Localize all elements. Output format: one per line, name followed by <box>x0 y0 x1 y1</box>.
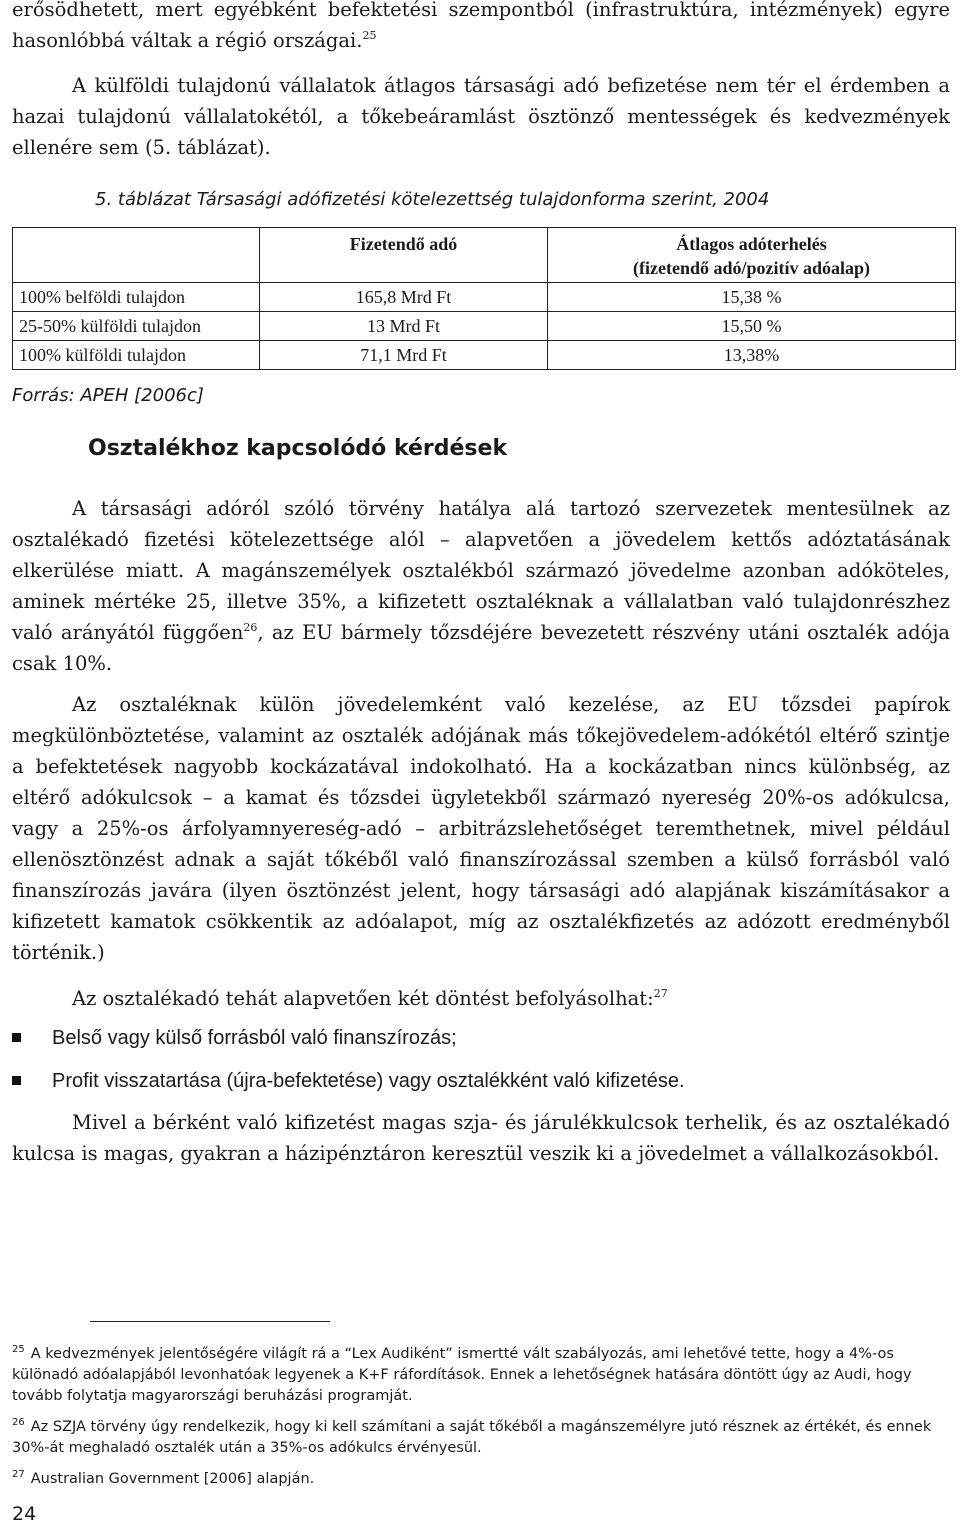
header-rate-line1: Átlagos adóterhelés <box>676 234 827 254</box>
footnote-separator <box>90 1321 330 1322</box>
table-row <box>13 312 956 341</box>
square-bullet-icon <box>12 1076 21 1085</box>
page-number: 24 <box>12 1503 37 1525</box>
footnote-ref-26[interactable]: 26 <box>243 621 258 634</box>
section-paragraph-1: A társasági adóról szóló törvény hatálya alá tartozó szervezetek mentesülnek az osztalékadó fizetési kötelezettsége alól – alapvetően a jövedelem kettős adóztatásának elkerülése miatt. A magánszemélyek osztalékból származó jövedelme azonban adóköteles, aminek mértéke 25, illetve 35%, a kifizetett osztaléknak a vállalatban való tulajdonrészhez való arányától függően$^{26}$, az EU bármely tőzsdéjére bevezetett részvény utáni osztalék adója csak 10%. <box>12 497 950 675</box>
cell-owner: 100% külföldi tulajdon <box>13 341 260 370</box>
footnote-26: $^{26}$ Az SZJA törvény úgy rendelkezik, hogy ki kell számítani a saját tőkéből a magánszemélyre jutó résznek az értékét, és ennek 30%-át meghaladó osztalék után a 35%-os adókulcs érvényesül. <box>12 1417 932 1456</box>
cell-owner: 25-50% külföldi tulajdon <box>13 312 260 341</box>
intro-paragraph-2: A külföldi tulajdonú vállalatok átlagos társasági adó befizetése nem tér el érdemben a hazai tulajdonú vállalatokétól, a tőkebeáramlást ösztönző mentességek és kedvezmények ellenére sem (5. táblázat). <box>12 74 950 159</box>
cell-tax: 165,8 Mrd Ft <box>260 283 548 312</box>
footnote-25: $^{25}$ A kedvezmények jelentőségére világít rá a “Lex Audiként” ismertté vált szabályozás, ami lehetővé tette, hogy a 4%-os különadó adóalapjából levonhatóak legyenek a K+F ráfordítások. Ennek a lehetőségnek hatására döntött úgy az Audi, hogy tovább folytatja magyarországi beruházási programját. <box>12 1344 912 1404</box>
intro-paragraph-end: erősödhetett, mert egyébként befektetési szempontból (infrastruktúra, intézmények) egyre hasonlóbbá váltak a régió országai.$^{25}$ <box>12 0 950 52</box>
header-tax: Fizetendő adó <box>260 228 548 283</box>
section-paragraph-3: Az osztalékadó tehát alapvetően két döntést befolyásolhat:$^{27}$ <box>72 987 668 1010</box>
table-row <box>13 283 956 312</box>
square-bullet-icon <box>12 1033 21 1042</box>
header-rate-line2: (fizetendő adó/pozitív adóalap) <box>633 258 870 278</box>
footnote-ref-25[interactable]: 25 <box>362 29 377 42</box>
cell-tax: 13 Mrd Ft <box>260 312 548 341</box>
header-owner <box>13 228 260 283</box>
cell-rate: 13,38% <box>548 341 956 370</box>
section-paragraph-2: Az osztaléknak külön jövedelemként való kezelése, az EU tőzsdei papírok megkülönböztetése, valamint az osztalék adójának más tőkejövedelem-adókétól eltérő szintje a befektetések nagyobb kockázatával indokolható. Ha a kockázatban nincs különbség, az eltérő adókulcsok – a kamat és tőzsdei ügyletekből származó nyereség 20%-os adókulcsa, vagy a 25%-os árfolyamnyereség-adó – arbitrázslehetőséget teremthetnek, mivel például ellenösztönzést adnak a saját tőkéből való finanszírozással szemben a külső forrásból való finanszírozás javára (ilyen ösztönzést jelent, hogy társasági adó alapjának kiszámításakor a kifizetett kamatok csökkentik az adóalapot, míg az osztalékfizetés az adózott eredményből történik.) <box>12 693 950 964</box>
cell-owner: 100% belföldi tulajdon <box>13 283 260 312</box>
table-caption: 5. táblázat Társasági adófizetési kötelezettség tulajdonforma szerint, 2004 <box>95 189 770 210</box>
cell-rate: 15,50 % <box>548 312 956 341</box>
header-rate <box>548 228 956 283</box>
cell-rate: 15,38 % <box>548 283 956 312</box>
footnote-27: $^{27}$ Australian Government [2006] alapján. <box>12 1469 315 1487</box>
table-row <box>13 341 956 370</box>
section-heading: Osztalékhoz kapcsolódó kérdések <box>88 436 508 461</box>
footnote-ref-27[interactable]: 27 <box>653 987 668 1000</box>
cell-tax: 71,1 Mrd Ft <box>260 341 548 370</box>
table-source: Forrás: APEH [2006c] <box>12 385 204 406</box>
section-paragraph-4: Mivel a bérként való kifizetést magas szja- és járulékkulcsok terhelik, és az osztalékadó kulcsa is magas, gyakran a házipénztáron keresztül veszik ki a jövedelmet a vállalkozásokból. <box>12 1111 950 1165</box>
table-header-row <box>13 228 956 283</box>
tax-table <box>12 227 956 370</box>
